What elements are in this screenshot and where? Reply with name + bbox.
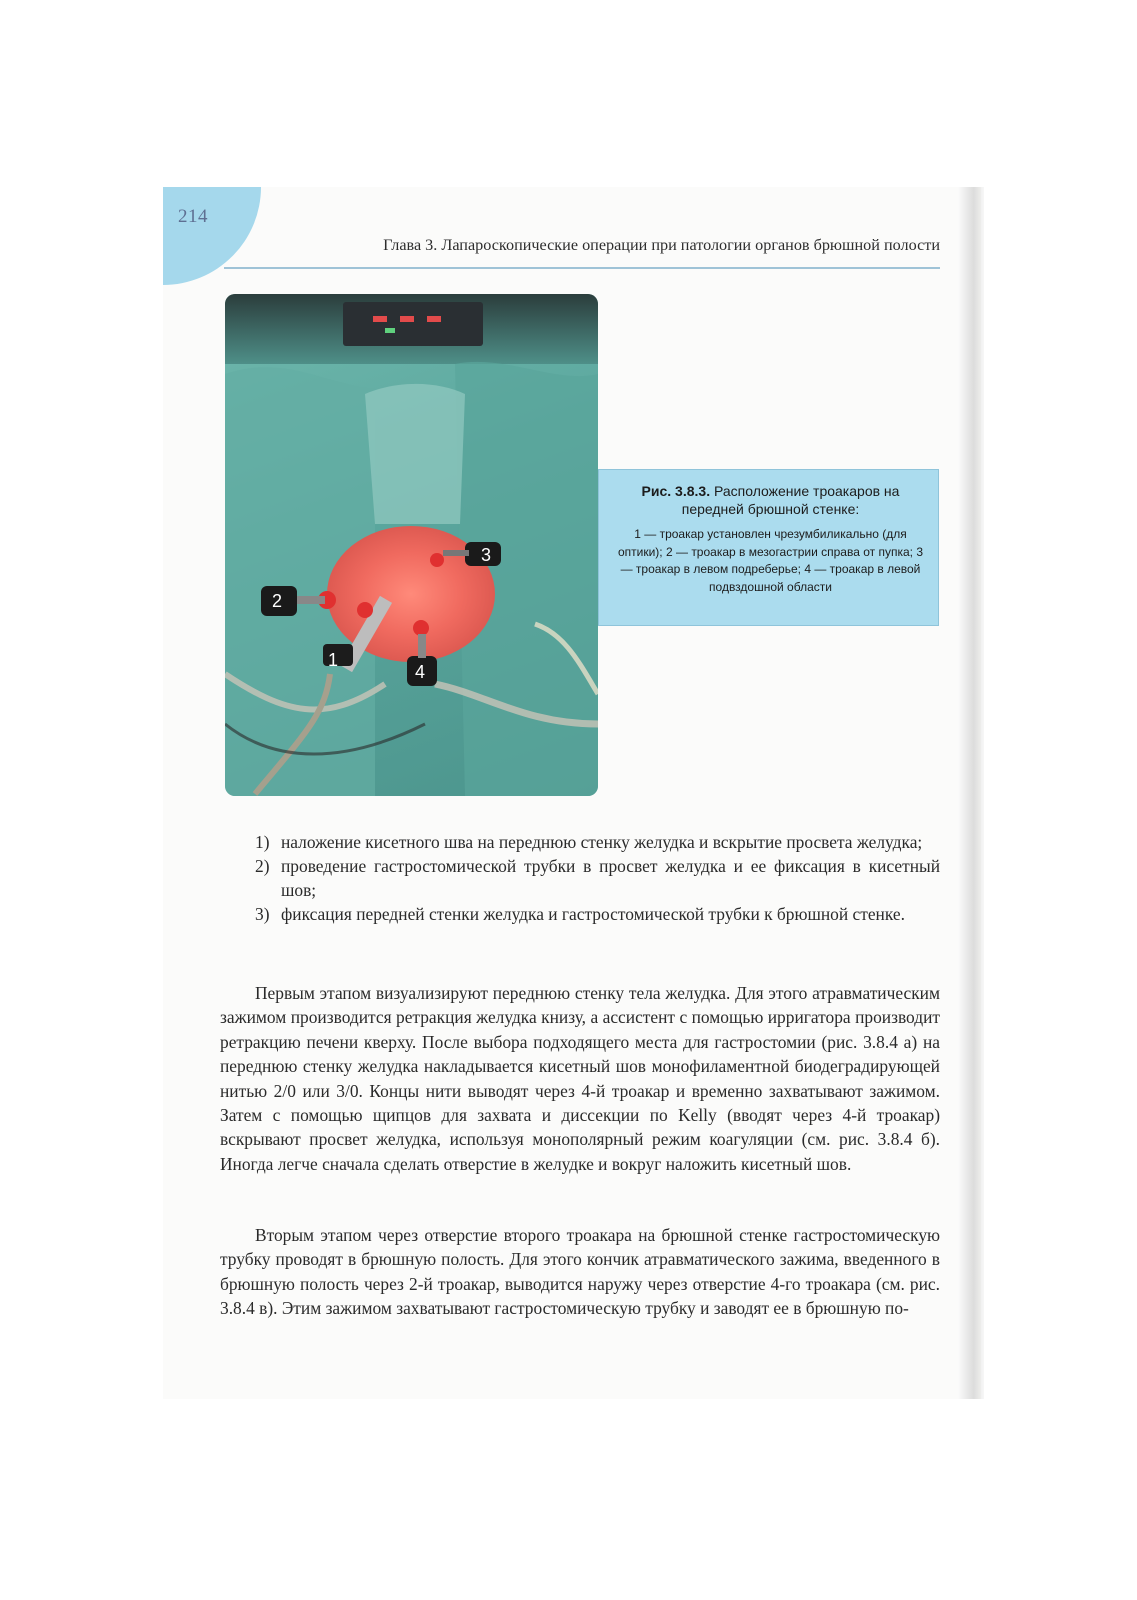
trocar-placement-photo <box>225 294 598 796</box>
list-text: проведение гастростомической трубки в просвет желудка и ее фиксация в кисетный шов; <box>281 856 940 900</box>
caption-label: Рис. 3.8.3. <box>641 483 711 499</box>
photo-illustration <box>225 294 598 796</box>
port-label-4: 4 <box>415 662 426 682</box>
step-list <box>255 830 940 926</box>
list-number: 2) <box>255 856 270 876</box>
list-item <box>255 830 940 854</box>
port-label-2: 2 <box>272 591 283 611</box>
caption-title: Расположение троакаров на передней брюшной стенке: <box>681 483 900 517</box>
port-label-1: 1 <box>328 650 339 670</box>
figure-caption <box>598 469 939 626</box>
port-label-3: 3 <box>481 545 492 565</box>
running-head: Глава 3. Лапароскопические операции при патологии органов брюшной полости <box>383 236 940 254</box>
paragraph-first-stage: Первым этапом визуализируют переднюю стенку тела желудка. Для этого атравматическим зажимом производится ретракция желудка книзу, а ассистент с помощью ирригатора производит ретракцию печени кверху. После выбора подходящего места для гастростомии (рис. 3.8.4 а) на переднюю стенку желудка накладывается кисетный шов монофиламентной биодеградирующей нитью 2/0 или 3/0. Концы нити выводят через 4-й троакар и временно захватывают зажимом. Затем с помощью щипцов для захвата и диссекции по Kelly (вводят через 4-й троакар) вскрывают просвет желудка, используя монополярный режим коагуляции (см. рис. 3.8.4 б). Иногда легче сначала сделать отверстие в желудке и вокруг наложить кисетный шов. <box>220 983 940 1174</box>
paragraph-second-stage: Вторым этапом через отверстие второго троакара на брюшной стенке гастростомическую трубку проводят в брюшную полость. Для этого кончик атравматического зажима, введенного в брюшную полость через 2-й троакар, выводится наружу через отверстие 4-го троакара (см. рис. 3.8.4 в). Этим зажимом захватывают гастростомическую трубку и заводят ее в брюшную по- <box>220 1225 940 1319</box>
monitor-display <box>343 302 483 346</box>
header-rule <box>224 267 940 269</box>
list-item <box>255 902 940 926</box>
list-number: 1) <box>255 832 270 852</box>
list-text: наложение кисетного шва на переднюю стенку желудка и вскрытие просвета желудка; <box>281 832 923 852</box>
list-item <box>255 854 940 902</box>
list-number: 3) <box>255 904 270 924</box>
binding-shadow <box>958 187 984 1399</box>
page-number: 214 <box>178 206 208 227</box>
caption-text: 1 — троакар установлен чрезумбиликально (для оптики); 2 — троакар в мезогастрии справа от пупка; 3 — троакар в левом подреберье; 4 — троакар в левой подвздошной области <box>617 527 923 594</box>
list-text: фиксация передней стенки желудка и гастростомической трубки к брюшной стенке. <box>281 904 905 924</box>
